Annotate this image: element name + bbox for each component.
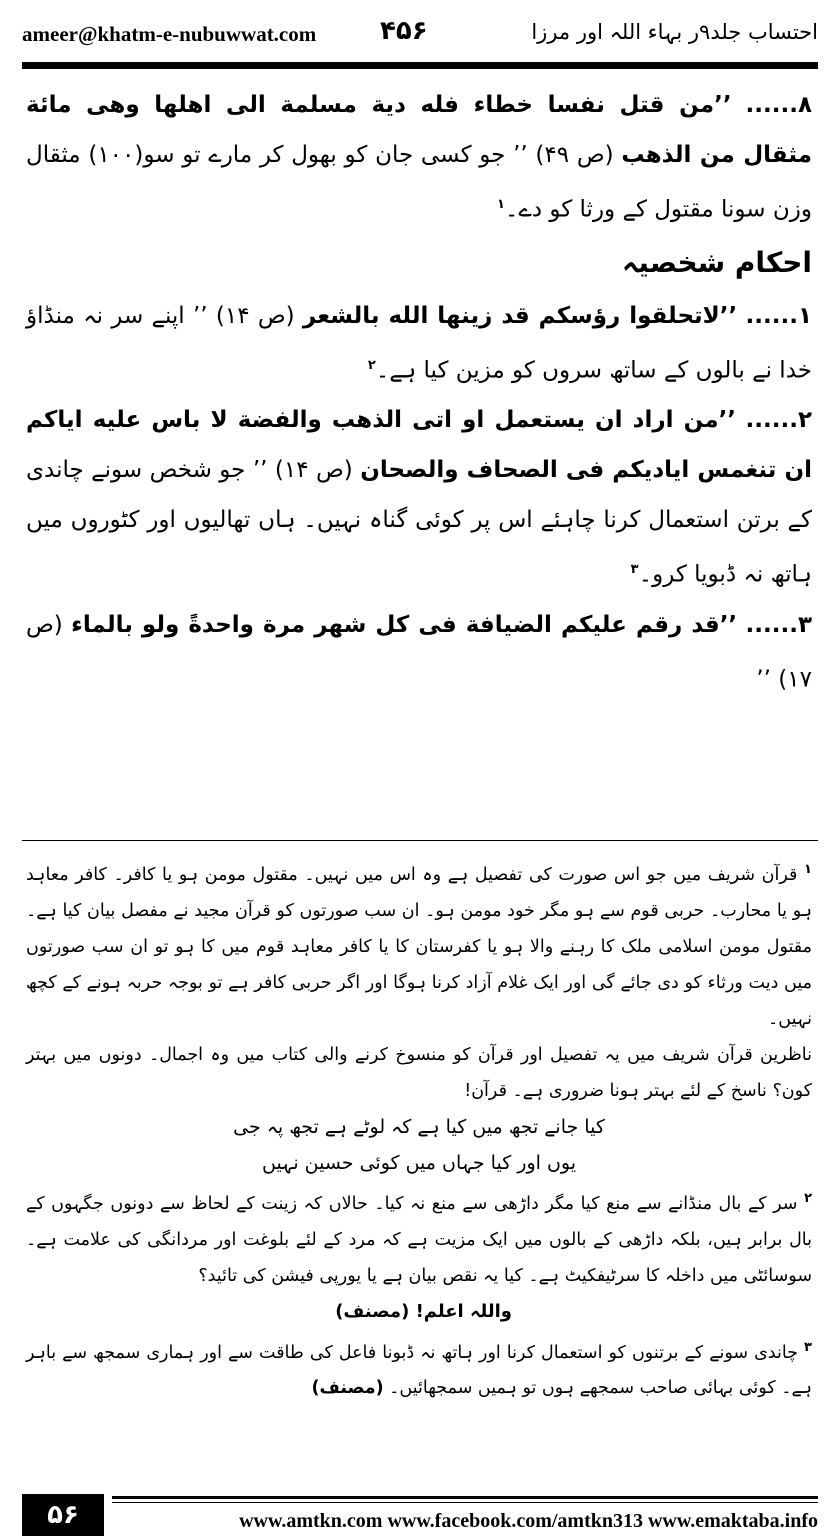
- footer-page-number: ۵۶: [22, 1494, 104, 1536]
- footnote-text: قرآن شریف میں جو اس صورت کی تفصیل ہے وہ اس میں نہیں۔ مقتول مومن ہو یا کافر۔ کافر معاہد ہو یا محارب۔ حربی قوم سے ہو مگر خود مومن ہو۔ ان سب صورتوں کو قرآن مجید نے مفصل بیان کیا ہے۔ مقتول مومن اسلامی ملک کا رہنے والا ہو یا کفرستان کا یا کافر معاہد قوم میں کا ہو تو ان سب صورتوں میں دیت ورثاء کو دی جائے گی اور ایک غلام آزاد کرنا ہوگا اور اگر حربی کافر ہے تو بوجہ حربہ ہونے کے کچھ نہیں۔: [26, 864, 812, 1029]
- footnote-text: چاندی سونے کے برتنوں کو استعمال کرنا اور ہاتھ نہ ڈبونا فاعل کی طاقت سے اور ہماری سمجھ سے باہر ہے۔ کوئی بہائی صاحب سمجھے ہوں تو ہمیں سمجھائیں۔: [26, 1342, 812, 1399]
- item-arabic: ’’من اراد ان يستعمل او اتى الذهب والفضة لا باس عليه اياكم ان تنغمس اياديكم فى الصحاف والصحان: [26, 407, 813, 484]
- footer-links[interactable]: www.amtkn.com www.facebook.com/amtkn313 www.emaktaba.info: [239, 1510, 818, 1532]
- footnotes: [26, 852, 812, 1406]
- item-number: ۱......: [745, 302, 813, 329]
- item-arabic: ’’قد رقم عليكم الضيافة فى كل شهر مرة واحدةً ولو بالماء: [71, 611, 738, 638]
- footnote-ref: ۳: [630, 562, 639, 578]
- footer-rule: [112, 1496, 818, 1499]
- footnote-ref: ۱: [496, 197, 505, 212]
- item-translation: (ص ۱۷) ’’: [26, 611, 812, 693]
- item-number: ۲......: [745, 407, 813, 434]
- item-8: [26, 80, 812, 235]
- footnote-1: [26, 852, 812, 1037]
- page-footer: [22, 1500, 818, 1538]
- header-page-number: ۴۵۶: [380, 16, 428, 46]
- footnote-signature: واللہ اعلم! (مصنف): [335, 1300, 512, 1322]
- footnote-1-continued: [26, 1037, 812, 1109]
- footnote-3: [26, 1330, 812, 1407]
- footnote-rule: [22, 840, 818, 841]
- footnote-mark: ۲: [804, 1190, 812, 1206]
- item-arabic: ’’من قتل نفسا خطاء فله دية مسلمة الى اهلها وهى مائة مثقال من الذهب: [26, 92, 812, 168]
- item-1: [26, 291, 812, 396]
- item-translation: (ص ۱۴) ’’ اپنے سر نہ منڈاؤ خدا نے بالوں کے ساتھ سروں کو مزین کیا ہے۔: [26, 302, 812, 384]
- item-translation: (ص ۱۴) ’’ جو شخص سونے چاندی کے برتن استعمال کرنا چاہئے اس پر کوئی گناہ نہیں۔ ہاں تھالیوں اور کٹوروں میں ہاتھ نہ ڈبویا کرو۔: [26, 457, 812, 588]
- item-arabic: ’’لاتحلقوا رؤسكم قد زينها الله بالشعر: [302, 302, 738, 329]
- footnote-ref: ۲: [367, 357, 376, 373]
- header-book-title: احتساب جلد۹ر بہاء اللہ اور مرزا: [531, 20, 818, 44]
- footnote-signature: (مصنف): [311, 1378, 384, 1399]
- footnote-2: [26, 1181, 812, 1294]
- footnote-mark: ۳: [804, 1339, 812, 1355]
- footnote-text: سر کے بال منڈانے سے منع کیا مگر داڑھی سے منع نہ کیا۔ حالاں کہ زینت کے لحاظ سے دونوں جگہوں کے بال برابر ہیں، بلکہ داڑھی کے بالوں میں ایک مزیت ہے کہ مرد کے لئے بلوغت اور مردانگی کی علامت ہے۔ سوسائٹی میں داخلہ کا سرٹیفکیٹ ہے۔ کیا یہ نقص بیان ہے یا یورپی فیشن کی تائید؟: [26, 1193, 812, 1286]
- header-rule: [22, 62, 818, 69]
- item-translation: (ص ۴۹) ’’ جو کسی جان کو بھول کر مارے تو سو(۱۰۰) مثقال وزن سونا مقتول کے ورثا کو دے۔: [26, 142, 812, 223]
- footer-rule-thin: [112, 1502, 818, 1503]
- item-number: ۸......: [745, 92, 813, 118]
- main-text: [26, 80, 812, 705]
- header-email: ameer@khatm-e-nubuwwat.com: [22, 22, 317, 46]
- page-header: [22, 18, 818, 58]
- footnote-mark: ۱: [804, 862, 812, 877]
- section-heading: احکام شخصیہ: [622, 245, 812, 279]
- poem-line: کیا جانے تجھ میں کیا ہے کہ لوٹے ہے تجھ پہ جی: [233, 1115, 605, 1138]
- item-2: [26, 395, 812, 600]
- item-number: ۳......: [745, 611, 813, 638]
- footnote-text: ناظرین قرآن شریف میں یہ تفصیل اور قرآن کو منسوخ کرنے والی کتاب میں وہ اجمال۔ دونوں میں بہتر کون؟ ناسخ کے لئے بہتر ہونا ضروری ہے۔ قرآن!: [26, 1044, 812, 1101]
- poem-line: یوں اور کیا جہاں میں کوئی حسین نہیں: [261, 1151, 577, 1174]
- item-3: [26, 600, 812, 705]
